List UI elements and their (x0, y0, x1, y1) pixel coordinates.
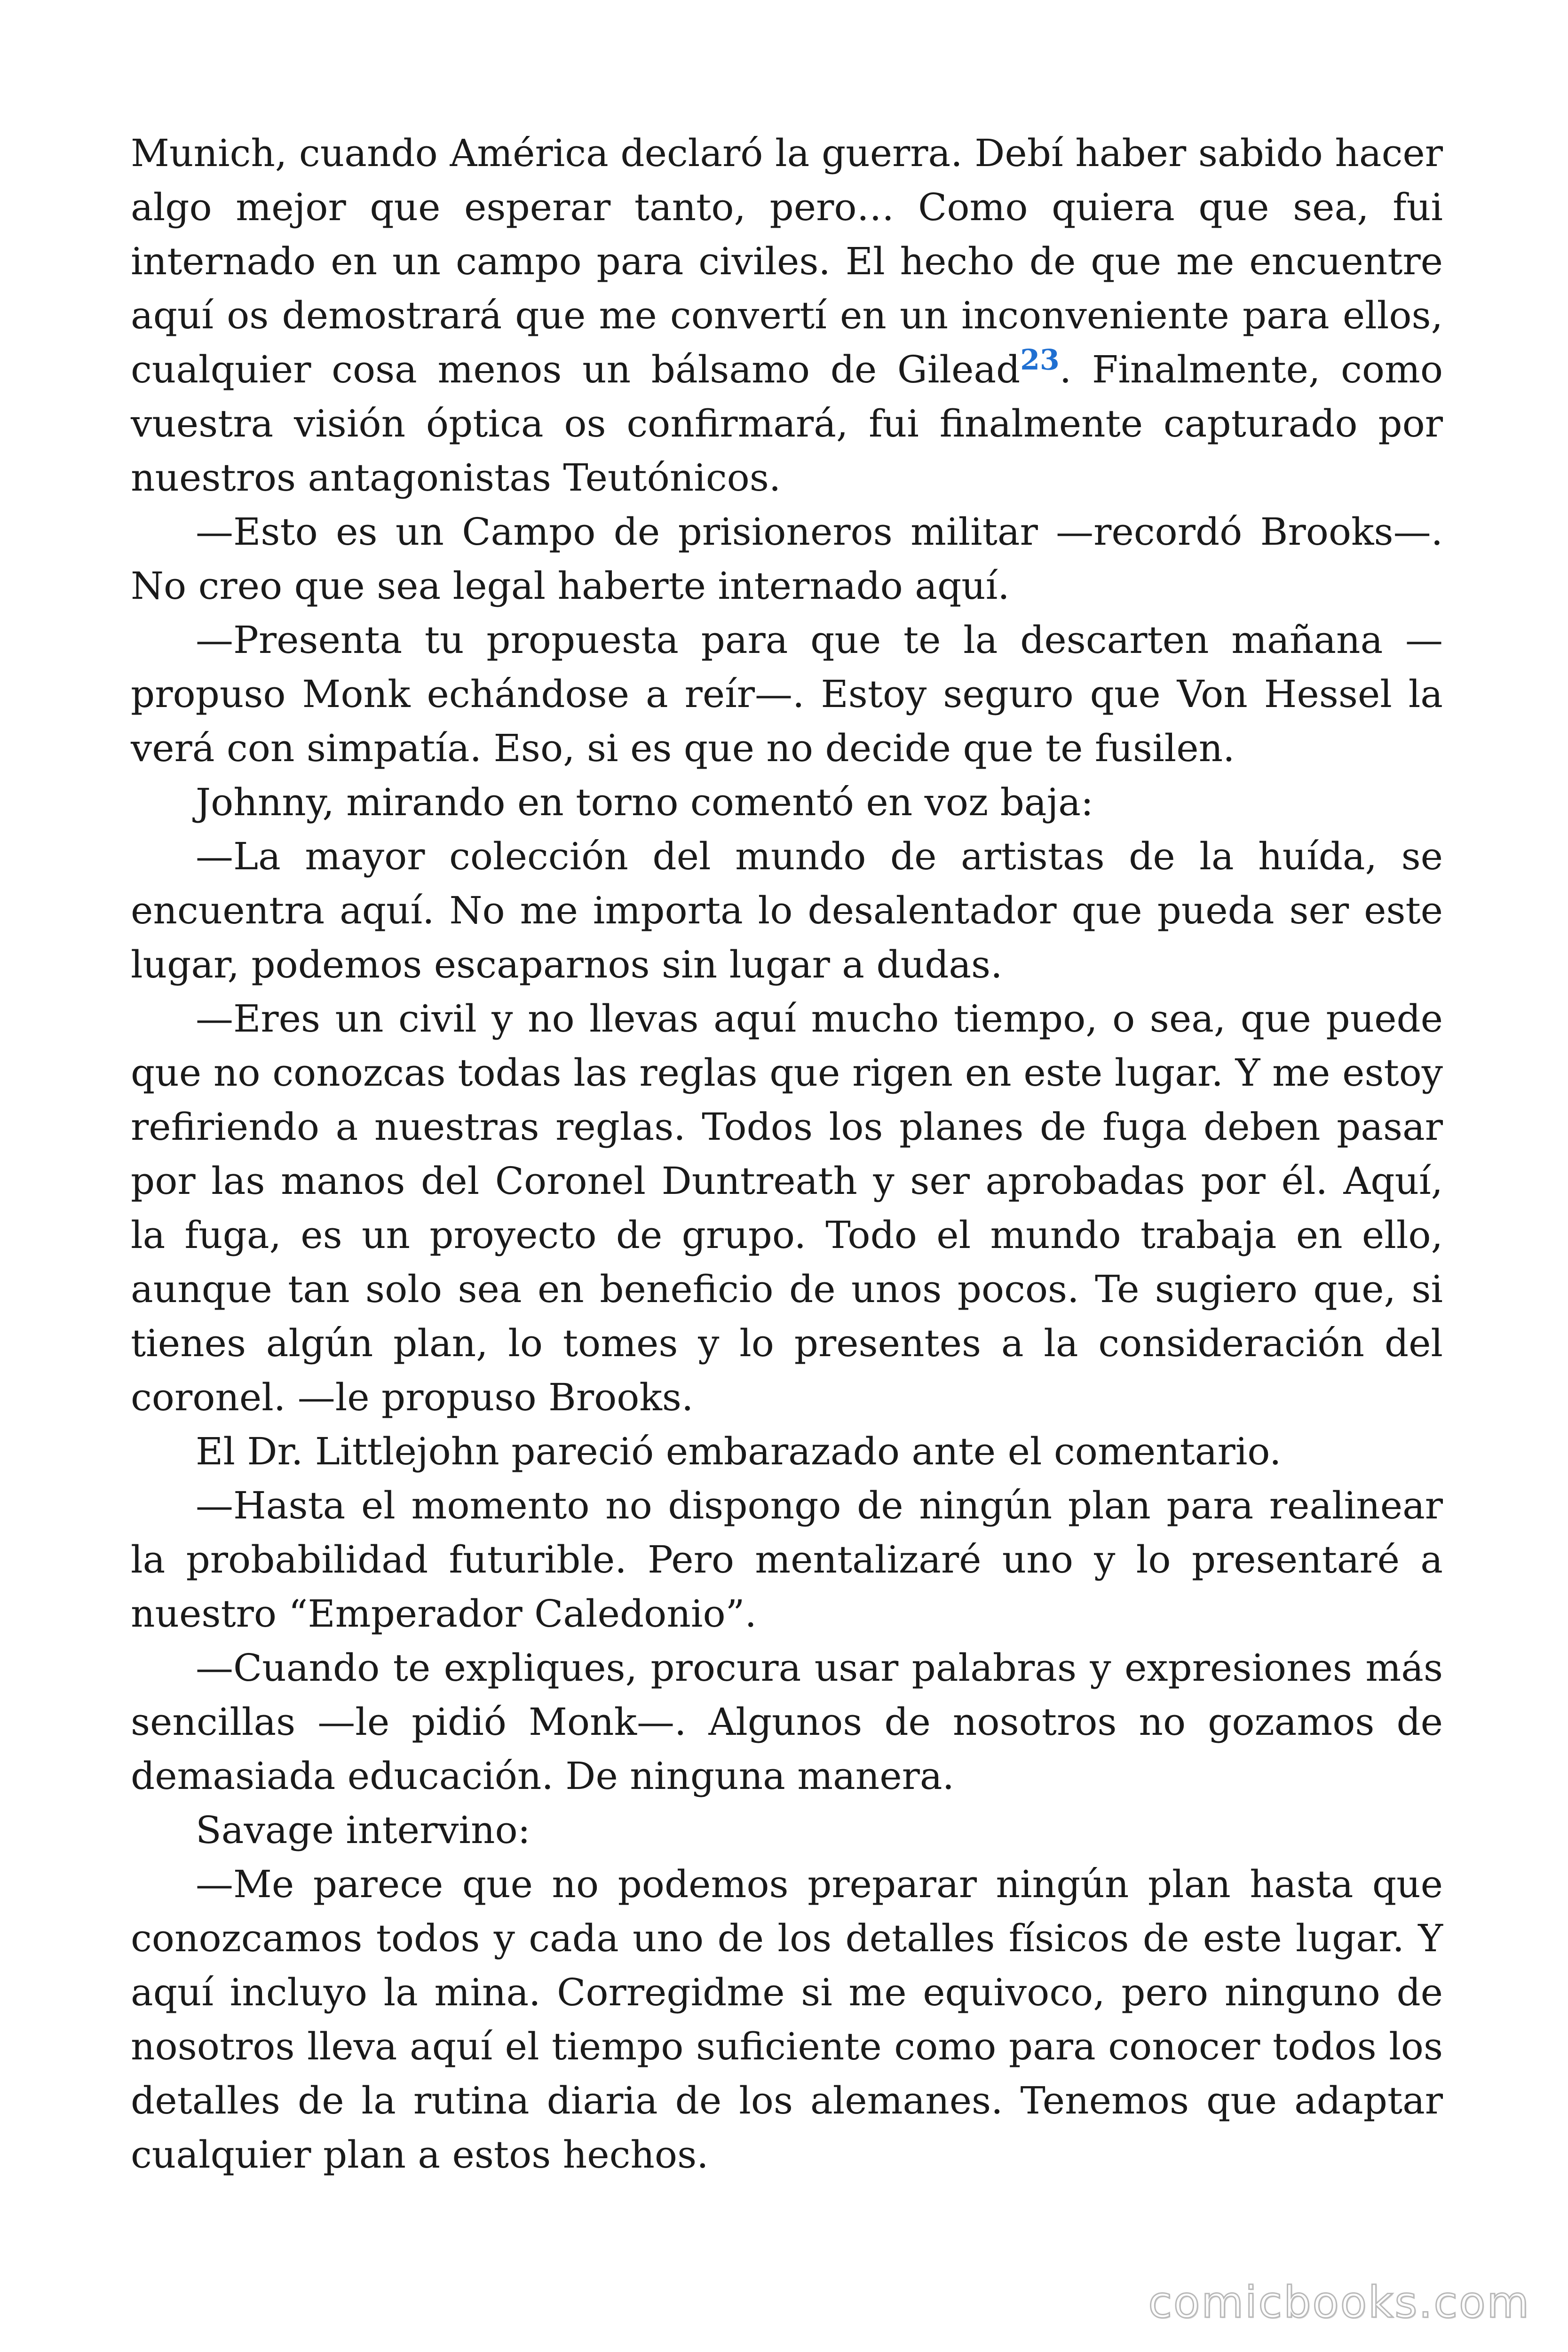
book-page-text (131, 126, 1443, 2182)
footnote-link-23[interactable]: 23 (1020, 343, 1060, 377)
paragraph: —Hasta el momento no dispongo de ningún plan para realinear la probabilidad futurible. Pero mentalizaré uno y lo presentaré a nuestro “Emperador Caledonio”. (131, 1484, 1443, 1636)
paragraph: —Eres un civil y no llevas aquí mucho tiempo, o sea, que puede que no conozcas todas las reglas que rigen en este lugar. Y me estoy refiriendo a nuestras reglas. Todos los planes de fuga deben pasar por las manos del Coronel Duntreath y ser aprobadas por él. Aquí, la fuga, es un proyecto de grupo. Todo el mundo trabaja en ello, aunque tan solo sea en beneficio de unos pocos. Te sugiero que, si tienes algún plan, lo tomes y lo presentes a la consideración del coronel. —le propuso Brooks. (131, 997, 1443, 1419)
site-watermark: comicbooks.com (1148, 2277, 1530, 2328)
paragraph: —Cuando te expliques, procura usar palabras y expresiones más sencillas —le pidió Monk—. Algunos de nosotros no gozamos de demasiada educación. De ninguna manera. (131, 1646, 1443, 1798)
paragraph: Savage intervino: (196, 1808, 531, 1852)
paragraph-text: Munich, cuando América declaró la guerra. Debí haber sabido hacer algo mejor que esperar tanto, pero… Como quiera que sea, fui internado en un campo para civiles. El hecho de que me encuentre aquí os demostrará que me convertí en un inconveniente para ellos, cualquier cosa menos un bálsamo de Gilead (131, 131, 1443, 391)
paragraph-text: . Finalmente, como vuestra visión óptica os confirmará, fui finalmente capturado por nuestros antagonistas Teutónicos. (131, 348, 1443, 500)
paragraph: —Me parece que no podemos preparar ningún plan hasta que conozcamos todos y cada uno de los detalles físicos de este lugar. Y aquí incluyo la mina. Corregidme si me equivoco, pero ninguno de nosotros lleva aquí el tiempo suficiente como para conocer todos los detalles de la rutina diaria de los alemanes. Tenemos que adaptar cualquier plan a estos hechos. (131, 1862, 1443, 2177)
paragraph: Johnny, mirando en torno comentó en voz baja: (196, 780, 1093, 824)
paragraph: —Presenta tu propuesta para que te la descarten mañana —propuso Monk echándose a reír—. Estoy seguro que Von Hessel la verá con simpatía. Eso, si es que no decide que te fusilen. (131, 618, 1443, 770)
paragraph: —Esto es un Campo de prisioneros militar —recordó Brooks—. No creo que sea legal haberte internado aquí. (131, 510, 1443, 608)
paragraph: —La mayor colección del mundo de artistas de la huída, se encuentra aquí. No me importa lo desalentador que pueda ser este lugar, podemos escaparnos sin lugar a dudas. (131, 834, 1443, 986)
paragraph-continued (131, 126, 1443, 505)
paragraph: El Dr. Littlejohn pareció embarazado ante el comentario. (196, 1430, 1282, 1473)
